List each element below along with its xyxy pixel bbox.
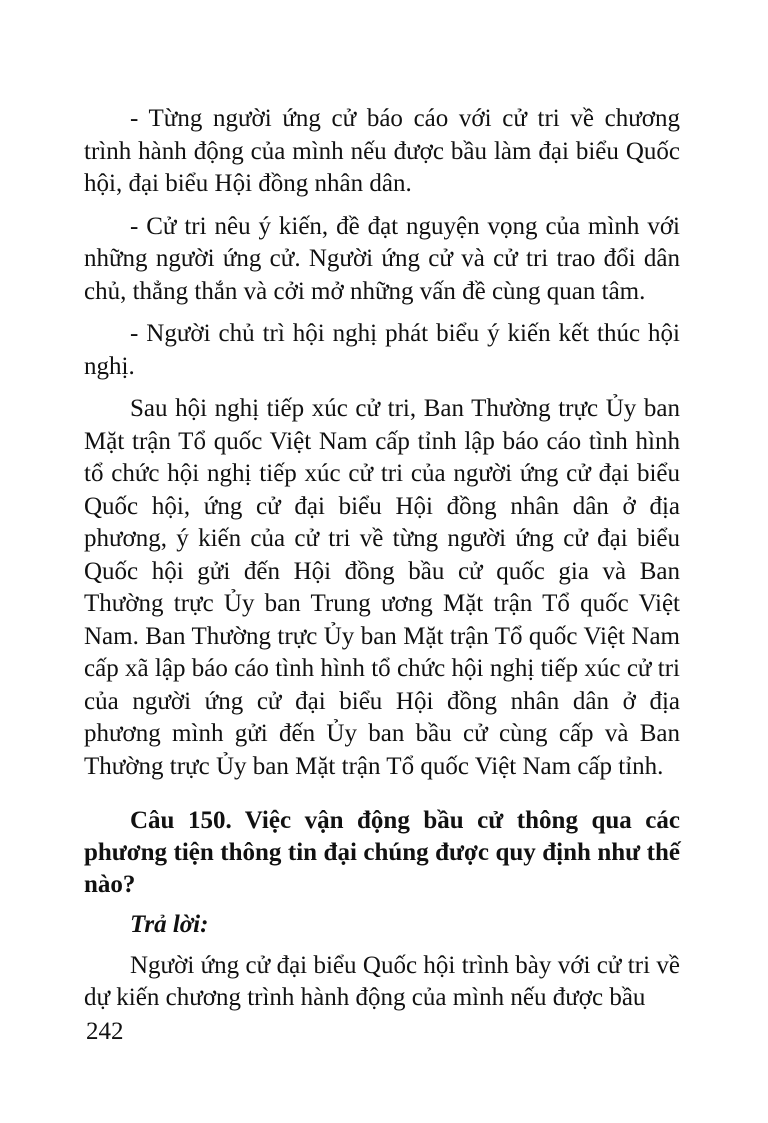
paragraph-candidate-report: - Từng người ứng cử báo cáo với cử tri về chương trình hành động của mình nếu được bầu làm đại biểu Quốc hội, đại biểu Hội đồng nhân dân.: [84, 105, 680, 197]
question-heading: Câu 150. Việc vận động bầu cử thông qua các phương tiện thông tin đại chúng được quy định như thế nào?: [84, 807, 680, 898]
page-number: 242: [86, 1018, 124, 1045]
answer-paragraph: Người ứng cử đại biểu Quốc hội trình bày với cử tri về dự kiến chương trình hành động của mình nếu được bầu: [84, 951, 680, 1011]
page-content: [84, 103, 680, 1025]
answer-label: Trả lời:: [130, 911, 209, 938]
paragraph-after-meeting-report: Sau hội nghị tiếp xúc cử tri, Ban Thường trực Ủy ban Mặt trận Tổ quốc Việt Nam cấp tỉnh lập báo cáo tình hình tổ chức hội nghị tiếp xúc cử tri của người ứng cử đại biểu Quốc hội, ứng cử đại biểu Hội đồng nhân dân ở địa phương, ý kiến của cử tri về từng người ứng cử đại biểu Quốc hội gửi đến Hội đồng bầu cử quốc gia và Ban Thường trực Ủy ban Trung ương Mặt trận Tổ quốc Việt Nam. Ban Thường trực Ủy ban Mặt trận Tổ quốc Việt Nam cấp xã lập báo cáo tình hình tổ chức hội nghị tiếp xúc cử tri của người ứng cử đại biểu Hội đồng nhân dân ở địa phương mình gửi đến Ủy ban bầu cử cùng cấp và Ban Thường trực Ủy ban Mặt trận Tổ quốc Việt Nam cấp tỉnh.: [84, 395, 680, 780]
paragraph-chair-closing: - Người chủ trì hội nghị phát biểu ý kiến kết thúc hội nghị.: [84, 320, 680, 380]
paragraph-voter-opinions: - Cử tri nêu ý kiến, đề đạt nguyện vọng của mình với những người ứng cử. Người ứng cử và cử tri trao đổi dân chủ, thẳng thắn và cởi mở những vấn đề cùng quan tâm.: [84, 212, 680, 305]
